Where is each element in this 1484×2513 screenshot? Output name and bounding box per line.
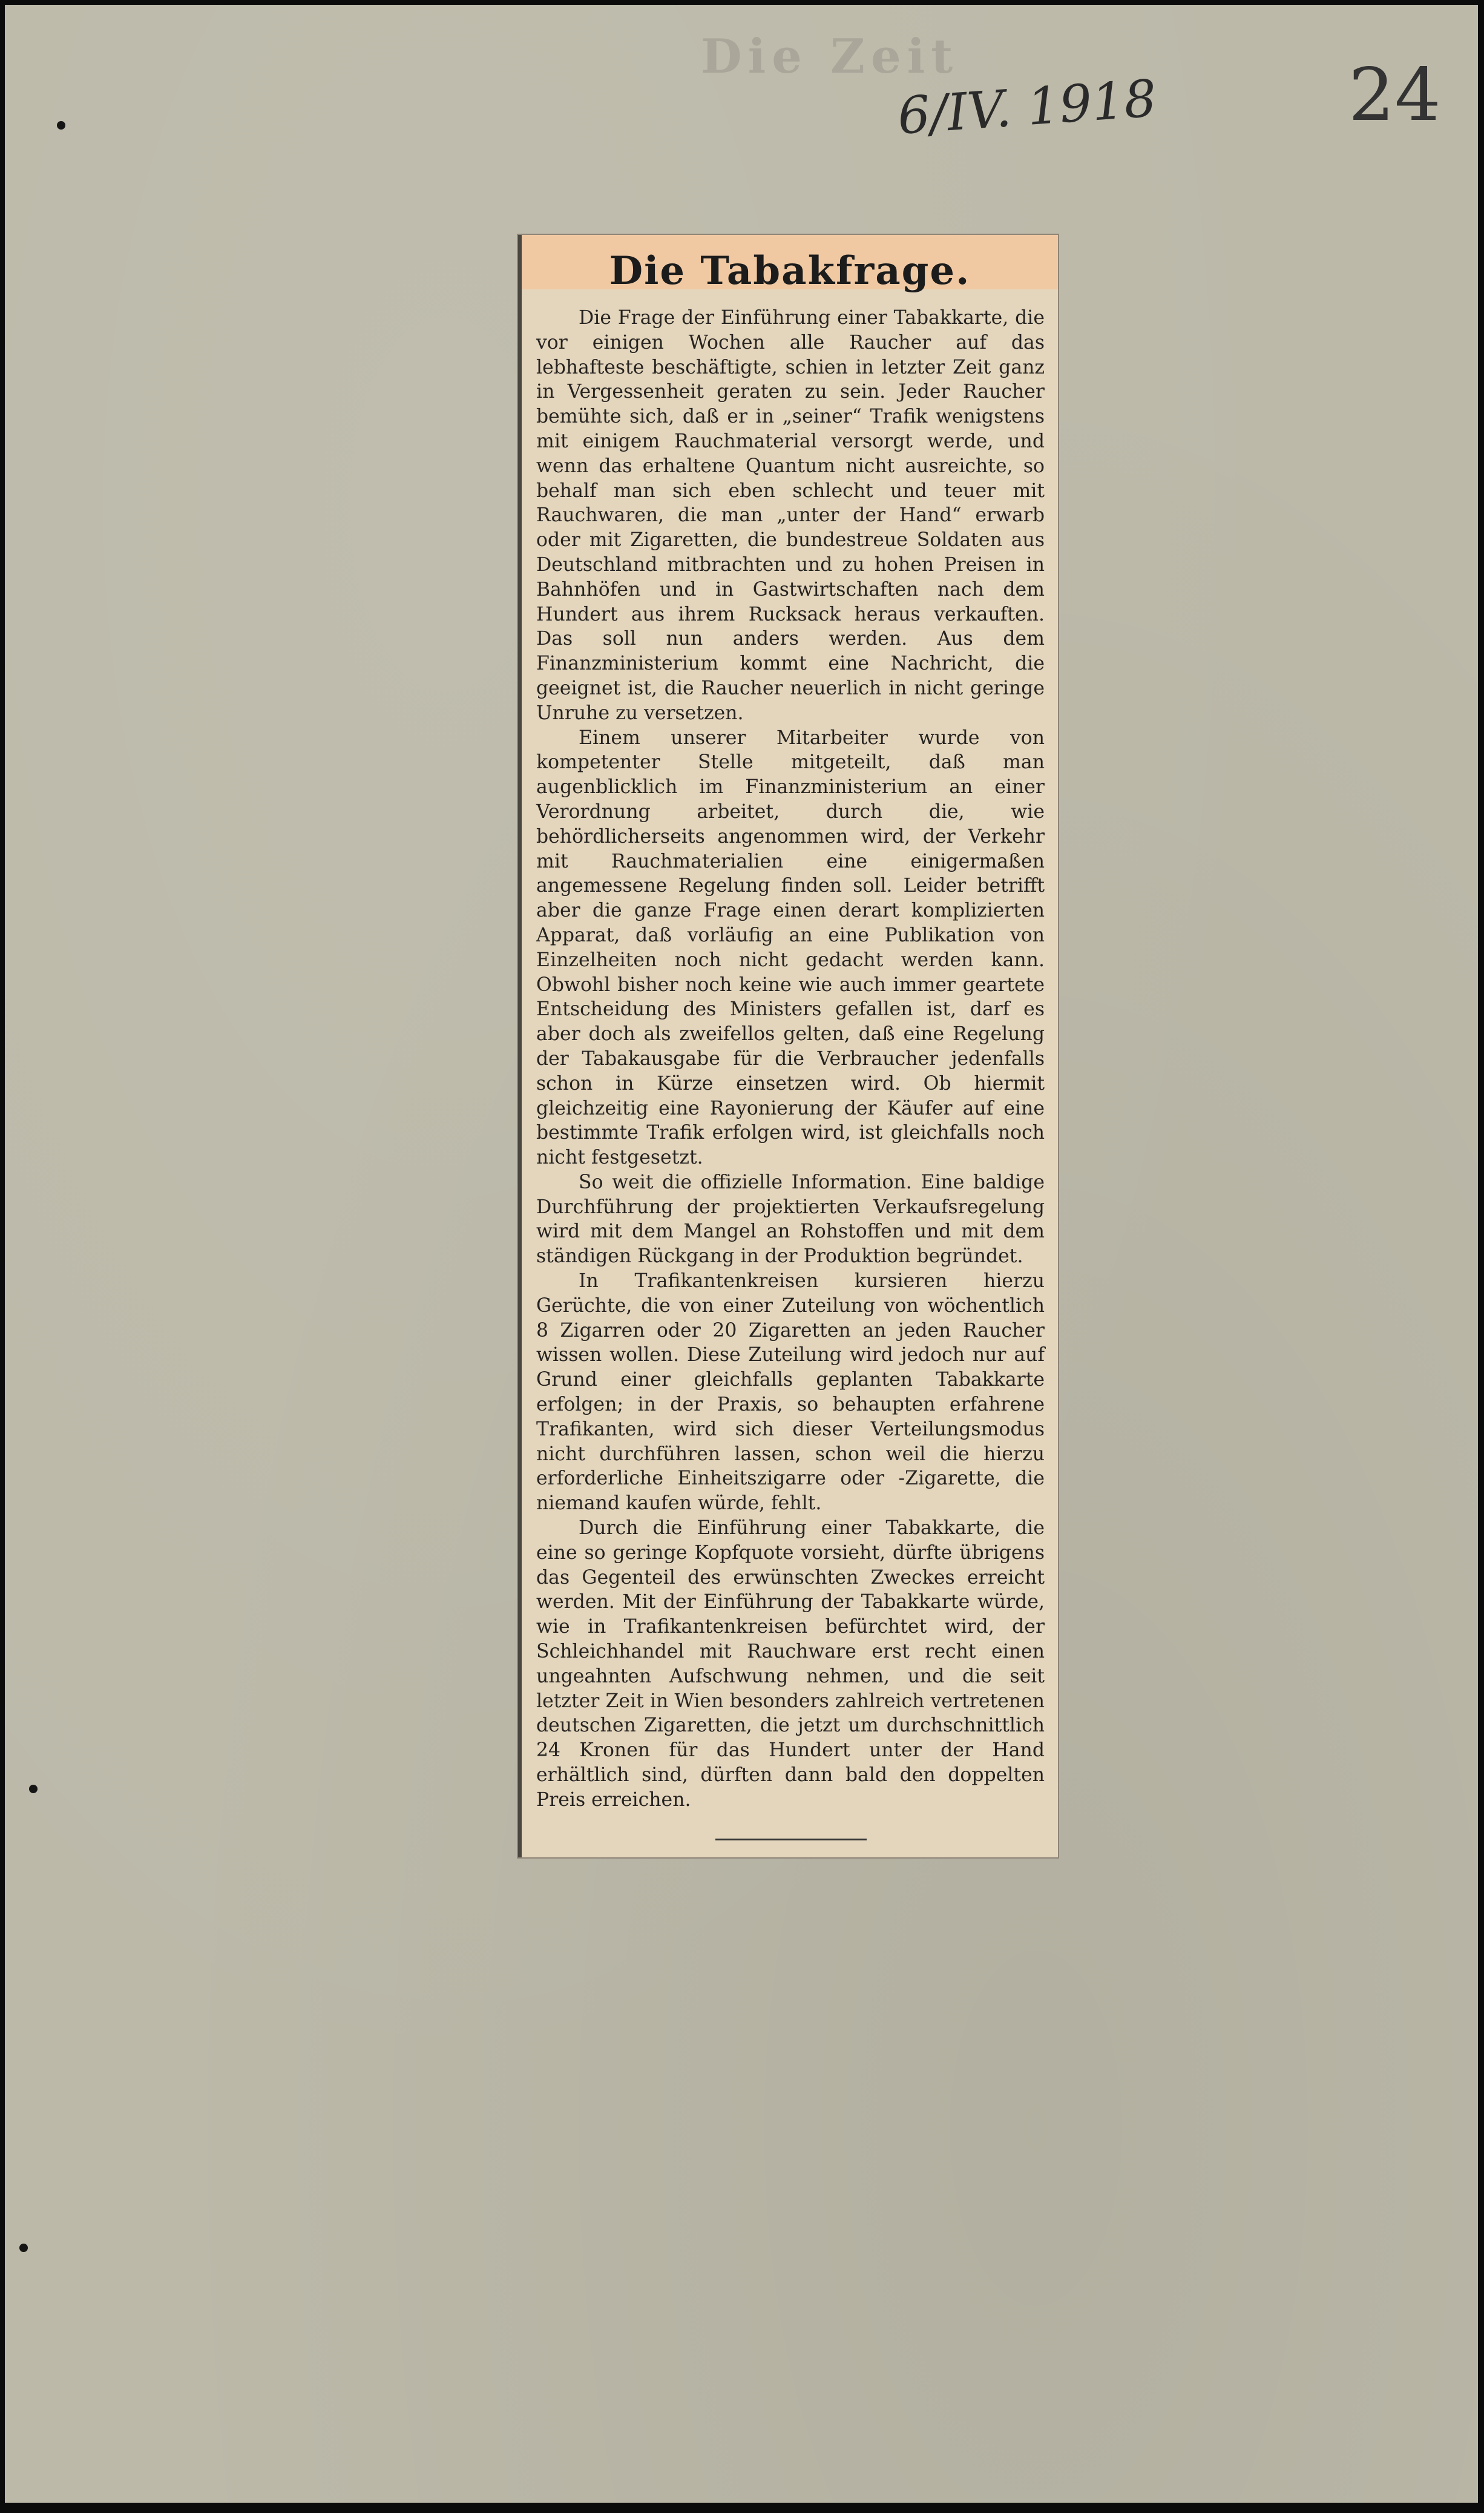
punch-hole-dot xyxy=(29,1785,38,1793)
article-title: Die Tabakfrage. xyxy=(609,248,971,294)
newspaper-clipping xyxy=(518,235,1058,1857)
article-paragraph: Durch die Einführung einer Tabakkarte, die eine so geringe Kopfquote vorsieht, dürfte übrigens das Gegenteil des erwünschten Zweckes erreicht werden. Mit der Einführung der Tabakkarte würde, wie in Trafikantenkreisen befürchtet wird, der Schleichhandel mit Rauchware erst recht einen ungeahnten Aufschwung nehmen, und die seit letzter Zeit in Wien besonders zahlreich vertretenen deutschen Zigaretten, die jetzt um durchschnittlich 24 Kronen für das Hundert unter der Hand erhältlich sind, dürften dann bald den doppelten Preis erreichen. xyxy=(536,1517,1045,1811)
newspaper-stamp: Die Zeit xyxy=(701,29,959,84)
archive-sheet xyxy=(5,5,1478,2503)
handwritten-date: 6/IV. 1918 xyxy=(896,68,1158,146)
punch-hole-dot xyxy=(19,2244,28,2252)
handwritten-page-number: 24 xyxy=(1348,53,1441,137)
article-body xyxy=(522,306,1058,1813)
article-paragraph: So weit die offizielle Information. Eine baldige Durchführung der projektierten Verkaufsregelung wird mit dem Mangel an Rohstoffen und mit dem ständigen Rückgang in der Produktion begründet. xyxy=(536,1171,1045,1268)
article-paragraph: Einem unserer Mitarbeiter wurde von kompetenter Stelle mitgeteilt, daß man augenblicklich im Finanzministerium an einer Verordnung arbeitet, durch die, wie behördlicherseits angenommen wird, der Verkehr mit Rauchmaterialien eine einigermaßen angemessene Regelung finden soll. Leider betrifft aber die ganze Frage einen derart komplizierten Apparat, daß vorläufig an eine Publikation von Einzelheiten noch nicht gedacht werden kann. Obwohl bisher noch keine wie auch immer geartete Entscheidung des Ministers gefallen ist, darf es aber doch als zweifellos gelten, daß eine Regelung der Tabakausgabe für die Verbraucher jedenfalls schon in Kürze einsetzen wird. Ob hiermit gleichzeitig eine Rayonierung der Käufer auf eine bestimmte Trafik erfolgen wird, ist gleichfalls noch nicht festgesetzt. xyxy=(536,726,1045,1169)
end-rule-divider xyxy=(715,1839,867,1840)
punch-hole-dot xyxy=(57,121,65,130)
article-paragraph: In Trafikantenkreisen kursieren hierzu Gerüchte, die von einer Zuteilung von wöchentlich 8 Zigarren oder 20 Zigaretten an jeden Raucher wissen wollen. Diese Zuteilung wird jedoch nur auf Grund einer gleichfalls geplanten Tabakkarte erfolgen; in der Praxis, so behaupten erfahrene Trafikanten, wird sich dieser Verteilungsmodus nicht durchführen lassen, schon weil die hierzu erforderliche Einheitszigarre oder -Zigarette, die niemand kaufen würde, fehlt. xyxy=(536,1270,1045,1515)
article-paragraph: Die Frage der Einführung einer Tabakkarte, die vor einigen Wochen alle Raucher auf das lebhafteste beschäftigte, schien in letzter Zeit ganz in Vergessenheit geraten zu sein. Jeder Raucher bemühte sich, daß er in „seiner“ Trafik wenigstens mit einigem Rauchmaterial versorgt werde, und wenn das erhaltene Quantum nicht ausreichte, so behalf man sich eben schlecht und teuer mit Rauchwaren, die man „unter der Hand“ erwarb oder mit Zigaretten, die bundestreue Soldaten aus Deutschland mitbrachten und zu hohen Preisen in Bahnhöfen und in Gastwirtschaften nach dem Hundert aus ihrem Rucksack heraus verkauften. Das soll nun anders werden. Aus dem Finanzministerium kommt eine Nachricht, die geeignet ist, die Raucher neuerlich in nicht geringe Unruhe zu versetzen. xyxy=(536,307,1045,724)
